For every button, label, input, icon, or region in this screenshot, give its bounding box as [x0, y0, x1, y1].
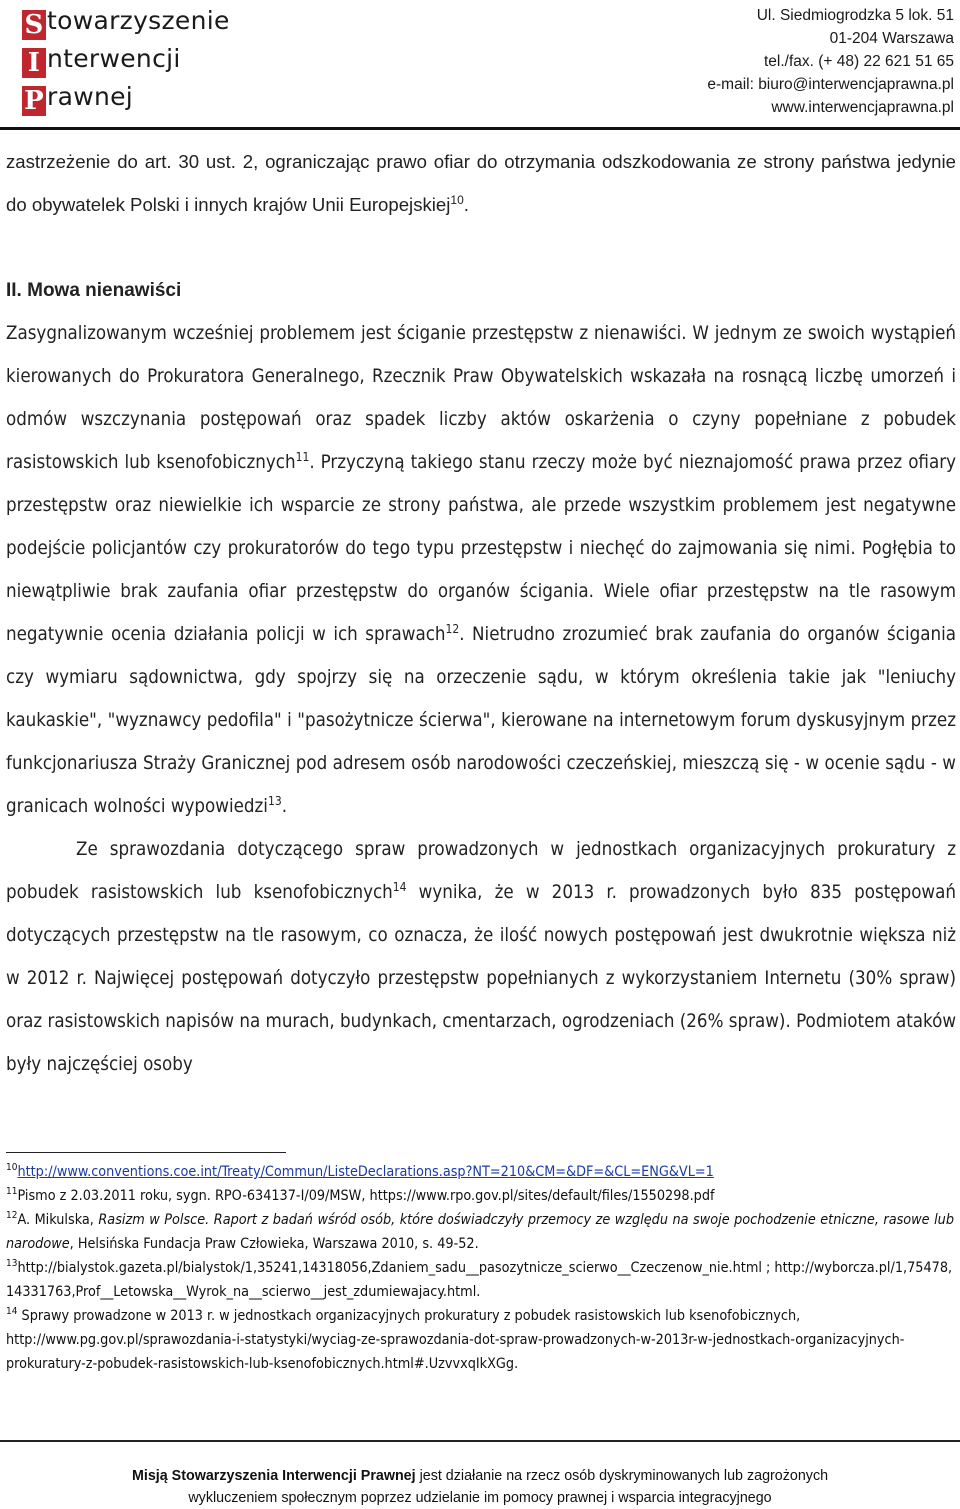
- footnote-ref-11[interactable]: 11: [295, 449, 310, 464]
- footer-mission-rest: jest działanie na rzecz osób dyskryminowanych lub zagrożonych: [415, 1468, 829, 1484]
- header-divider: [0, 127, 960, 130]
- contact-website[interactable]: www.interwencjaprawna.pl: [771, 99, 954, 116]
- contact-block: [707, 4, 954, 119]
- footnote-10-link[interactable]: http://www.conventions.coe.int/Treaty/Commun/ListeDeclarations.asp?NT=210&CM=&DF=&CL=ENG&VL=1: [17, 1164, 714, 1180]
- section-heading: II. Mowa nienawiści: [6, 280, 182, 301]
- contact-postal: 01-204 Warszawa: [829, 30, 954, 47]
- logo-cap-i: I: [22, 48, 46, 78]
- footer-line-2: wykluczeniem społecznym poprzez udzielanie im pomocy prawnej i wsparcia integracyjnego: [188, 1490, 772, 1506]
- logo-line-1: [22, 6, 230, 42]
- footnote-13-text[interactable]: http://bialystok.gazeta.pl/bialystok/1,35241,14318056,Zdaniem_sadu__pasozytnicze_scierwo__Czeczenow_nie.html ; http://wyborcza.pl/1,75478,14331763,Prof__Letowska__Wyrok_na__scierwo__jest_zdumiewajacy.html.: [6, 1260, 953, 1300]
- footer-divider: [0, 1440, 960, 1442]
- footnote-divider: [6, 1152, 286, 1153]
- footnote-11: [6, 1184, 954, 1208]
- footnote-12-author: A. Mikulska,: [17, 1212, 99, 1228]
- page-header: [0, 0, 960, 132]
- contact-phone: tel./fax. (+ 48) 22 621 51 65: [763, 53, 954, 70]
- footnote-ref-10[interactable]: 10: [450, 192, 464, 207]
- logo-word-3: rawnej: [47, 82, 134, 111]
- paragraph-0-text: zastrzeżenie do art. 30 ust. 2, ograniczając prawo ofiar do otrzymania odszkodowania ze strony państwa jedynie do obywatelek Polski i innych krajów Unii Europejskiej: [6, 151, 956, 215]
- logo-word-2: nterwencji: [47, 44, 181, 73]
- footnote-ref-14[interactable]: 14: [392, 879, 407, 894]
- contact-address: Ul. Siedmiogrodzka 5 lok. 51: [756, 7, 954, 24]
- spacer: [6, 226, 956, 269]
- paragraph-1-end: .: [281, 796, 287, 817]
- footnote-number: 11: [6, 1186, 18, 1198]
- footnote-10: [6, 1160, 954, 1184]
- paragraph-hate-speech: [6, 312, 956, 828]
- footnote-number: 13: [6, 1258, 18, 1270]
- paragraph-2-text-a: Ze sprawozdania dotyczącego spraw prowadzonych w jednostkach organizacyjnych prokuratury z pobudek rasistowskich lub ksenofobicznych: [6, 839, 956, 903]
- logo-cap-s: S: [22, 10, 46, 40]
- paragraph-0-end: .: [463, 194, 469, 215]
- footer-mission-bold: Misją Stowarzyszenia Interwencji Prawnej: [131, 1468, 416, 1484]
- footnote-number: 10: [6, 1162, 18, 1174]
- paragraph-2-text-b: wynika, że w 2013 r. prowadzonych było 835 postępowań dotyczących przestępstw na tle rasowym, co oznacza, że ilość nowych postępowań jest dwukrotnie większa niż w 2012 r. Najwięcej postępowań dotyczyło przestępstw popełnianych z wykorzystaniem Internetu (30% spraw) oraz rasistowskich napisów na murach, budynkach, cmentarzach, ogrodzeniach (26% spraw). Podmiotem ataków były najczęściej osoby: [6, 882, 956, 1075]
- logo-word-1: towarzyszenie: [47, 6, 230, 35]
- footnote-ref-12[interactable]: 12: [445, 621, 460, 636]
- footnote-ref-13[interactable]: 13: [267, 793, 282, 808]
- footnote-11-text: Pismo z 2.03.2011 roku, sygn. RPO-634137-I/09/MSW, https://www.rpo.gov.pl/sites/default/files/1550298.pdf: [17, 1188, 715, 1204]
- footnote-number: 14: [6, 1306, 18, 1318]
- logo-line-3: [22, 82, 133, 118]
- paragraph-1-text-b: . Przyczyną takiego stanu rzeczy może być nieznajomość prawa przez ofiary przestępstw oraz niewielkie ich wsparcie ze strony państwa, ale przede wszystkim problemem jest negatywne podejście policjantów czy prokuratorów do tego typu przestępstw i niechęć do zajmowania się nimi. Pogłębia to niewątpliwie brak zaufania ofiar przestępstw do organów ścigania. Wiele ofiar przestępstw na tle rasowym negatywnie ocenia działania policji w ich sprawach: [6, 452, 956, 645]
- paragraph-continuation: [6, 140, 956, 226]
- footnote-14-text[interactable]: Sprawy prowadzone w 2013 r. w jednostkach organizacyjnych prokuratury z pobudek rasistowskich lub ksenofobicznych, http://www.pg.gov.pl/sprawozdania-i-statystyki/wyciag-ze-sprawozdania-dot-spraw-prowadzonych-w-2013r-w-jednostkach-organizacyjnych-prokuratury-z-pobudek-rasistowskich-lub-ksenofobicznych.html#.UzvvxqIkXGg.: [6, 1308, 905, 1372]
- footnote-number: 12: [6, 1210, 18, 1222]
- footnote-12-title: Rasizm w Polsce. Raport z badań wśród osób, które doświadczyły przemocy ze względu na swoje pochodzenie etniczne, rasowe lub narodowe: [6, 1212, 954, 1252]
- footnote-12: [6, 1208, 954, 1256]
- organization-logo: [22, 6, 282, 118]
- paragraph-report: [6, 828, 956, 1086]
- footnote-12-rest: , Helsińska Fundacja Praw Człowieka, Warszawa 2010, s. 49-52.: [69, 1236, 479, 1252]
- paragraph-1-text-a: Zasygnalizowanym wcześniej problemem jest ściganie przestępstw z nienawiści. W jednym ze swoich wystąpień kierowanych do Prokuratora Generalnego, Rzecznik Praw Obywatelskich wskazała na rosnącą liczbę umorzeń i odmów wszczynania postępowań oraz spadek liczby aktów oskarżenia o czyny popełniane z pobudek rasistowskich lub ksenofobicznych: [6, 323, 956, 473]
- logo-line-2: [22, 44, 181, 80]
- logo-cap-p: P: [22, 86, 46, 116]
- document-body: [6, 140, 956, 1086]
- footnote-14: [6, 1304, 954, 1376]
- contact-email[interactable]: e-mail: biuro@interwencjaprawna.pl: [707, 76, 954, 93]
- paragraph-1-text-c: . Nietrudno zrozumieć brak zaufania do organów ścigania czy wymiaru sądownictwa, gdy spojrzy się na orzeczenie sądu, w którym określenia takie jak "leniuchy kaukaskie", "wyznawcy pedofila" i "pasożytnicze ścierwa", kierowane na internetowym forum dyskusyjnym przez funkcjonariusza Straży Granicznej pod adresem osób narodowości czeczeńskiej, mieszczą się - w ocenie sądu - w granicach wolności wypowiedzi: [6, 624, 956, 817]
- footnote-13: [6, 1256, 954, 1304]
- footer-line-1: [0, 1465, 960, 1487]
- footnotes: [6, 1160, 954, 1376]
- page-footer: [0, 1465, 960, 1509]
